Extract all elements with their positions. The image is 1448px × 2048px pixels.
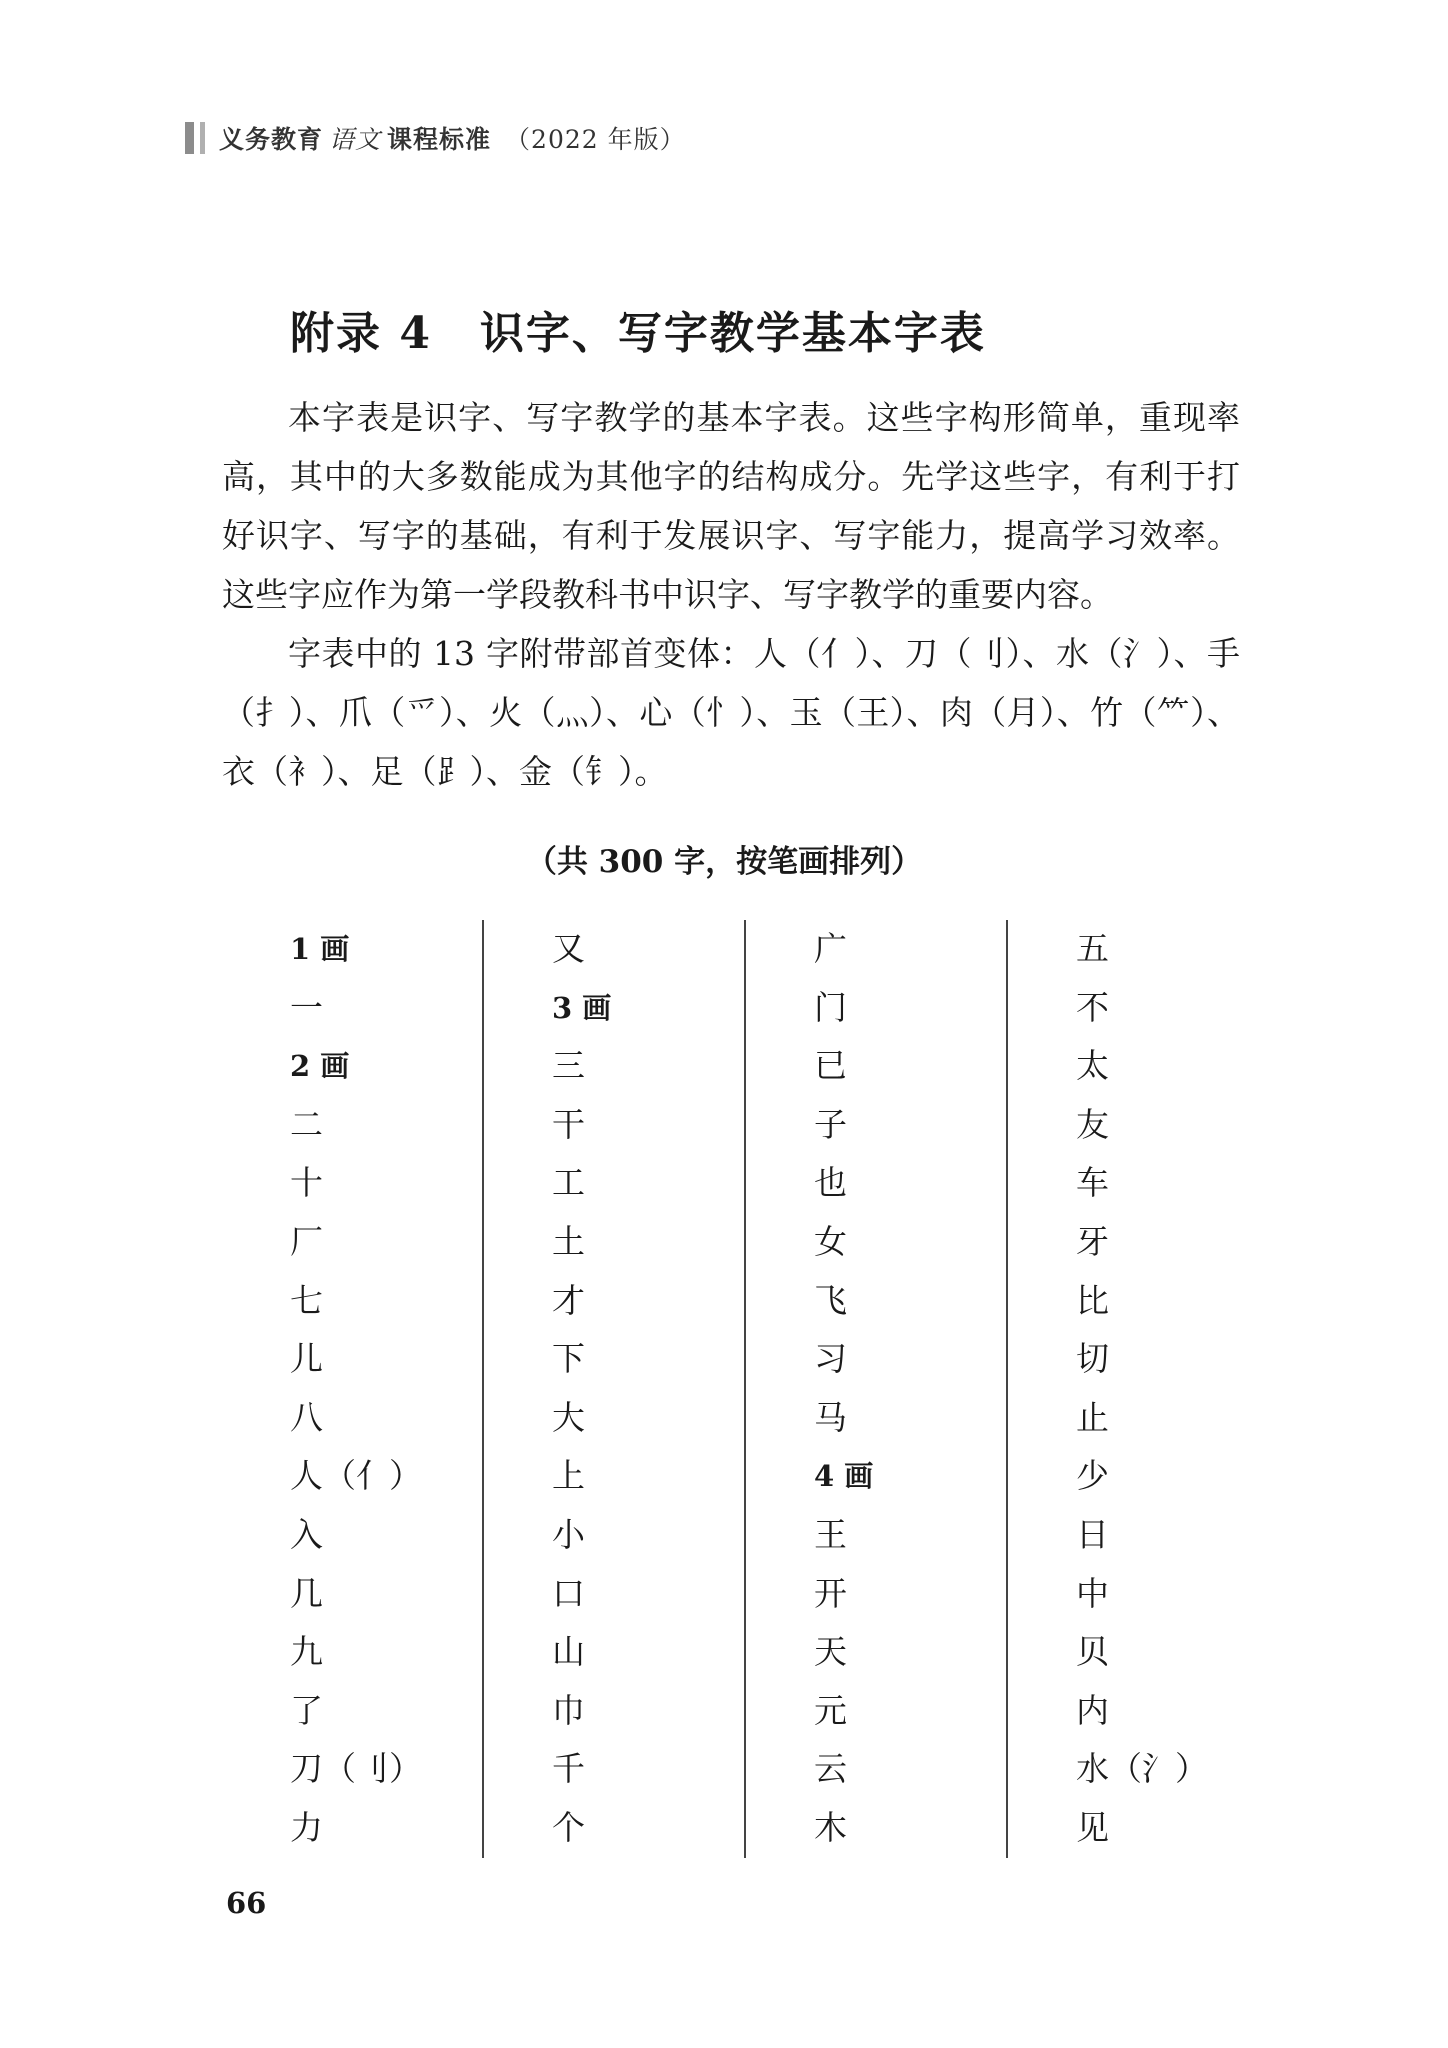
character-cell: 开 — [814, 1573, 847, 1613]
character-cell: 儿 — [290, 1339, 323, 1379]
character-cell: 九 — [290, 1632, 323, 1672]
character-cell: 一 — [290, 987, 323, 1027]
character-cell: 木 — [814, 1807, 847, 1847]
character-cell: 几 — [290, 1573, 323, 1613]
header-subject: 语文 — [329, 125, 382, 154]
character-cell: 切 — [1076, 1339, 1109, 1379]
character-cell: 五 — [1076, 929, 1109, 968]
appendix-title — [290, 297, 986, 361]
character-cell: 不 — [1076, 987, 1109, 1027]
appendix-title-text: 识字、写字教学基本字表 — [479, 308, 986, 360]
appendix-number: 附录 4 — [290, 308, 432, 360]
intro-paragraph: 本字表是识字、写字教学的基本字表。这些字构形简单，重现率高，其中的大多数能成为其他字的结构成分。先学这些字，有利于打好识字、写字的基础，有利于发展识字、写字能力，提高学习效率。这些字应作为第一学段教科书中识字、写字教学的重要内容。 — [222, 398, 1240, 614]
character-cell: 日 — [1076, 1514, 1109, 1554]
character-cell: 才 — [552, 1280, 585, 1320]
character-cell: 元 — [814, 1690, 847, 1730]
character-cell: 人（亻） — [290, 1456, 422, 1496]
stroke-count-heading: 2 画 — [290, 1049, 350, 1084]
character-cell: 止 — [1076, 1397, 1109, 1437]
character-cell: 中 — [1076, 1573, 1109, 1613]
character-cell: 口 — [552, 1573, 585, 1613]
page-number: 66 — [226, 1886, 267, 1920]
character-cell: 个 — [552, 1807, 585, 1847]
intro-paragraph: 字表中的 13 字附带部首变体：人（亻）、刀（刂）、水（氵）、手（扌）、爪（爫）、火（灬）、心（忄）、玉（王）、肉（月）、竹（⺮）、衣（衤）、足（⻊）、金（钅）。 — [222, 634, 1240, 791]
character-cell: 子 — [814, 1104, 847, 1144]
character-cell: 七 — [290, 1280, 323, 1320]
character-cell: 小 — [552, 1514, 585, 1554]
character-cell: 十 — [290, 1163, 323, 1203]
character-cell: 牙 — [1076, 1221, 1109, 1261]
table-column — [1008, 920, 1270, 1858]
intro-text — [222, 388, 1240, 801]
stroke-count-heading: 4 画 — [814, 1459, 874, 1494]
character-cell: 王 — [814, 1514, 847, 1554]
character-cell: 刀（刂） — [290, 1749, 422, 1789]
character-cell: 飞 — [814, 1280, 847, 1320]
character-cell: 上 — [552, 1456, 585, 1496]
character-cell: 太 — [1076, 1046, 1109, 1086]
table-column — [746, 920, 1008, 1858]
character-cell: 云 — [814, 1749, 847, 1789]
character-cell: 少 — [1076, 1456, 1109, 1496]
character-cell: 干 — [552, 1104, 585, 1144]
running-header — [185, 118, 686, 158]
character-cell: 千 — [552, 1749, 585, 1789]
character-cell: 也 — [814, 1163, 847, 1203]
table-column — [222, 920, 484, 1858]
character-cell: 大 — [552, 1397, 585, 1437]
character-table — [222, 920, 1270, 1858]
character-cell: 巾 — [552, 1690, 585, 1730]
character-cell: 三 — [552, 1046, 585, 1086]
character-cell: 比 — [1076, 1280, 1109, 1320]
header-book-name: 义务教育 — [219, 125, 324, 154]
character-cell: 下 — [552, 1339, 585, 1379]
character-cell: 广 — [814, 929, 847, 968]
header-bar-icon — [185, 122, 205, 154]
stroke-count-heading: 1 画 — [290, 932, 350, 966]
character-cell: 入 — [290, 1514, 323, 1554]
character-cell: 天 — [814, 1632, 847, 1672]
table-column — [484, 920, 746, 1858]
character-cell: 习 — [814, 1339, 847, 1379]
character-cell: 内 — [1076, 1690, 1109, 1730]
character-cell: 厂 — [290, 1221, 323, 1261]
character-cell: 山 — [552, 1632, 585, 1672]
stroke-count-heading: 3 画 — [552, 990, 612, 1025]
character-cell: 门 — [814, 987, 847, 1027]
character-cell: 工 — [552, 1163, 585, 1203]
character-cell: 贝 — [1076, 1632, 1109, 1672]
header-edition: （2022 年版） — [505, 125, 686, 154]
character-cell: 力 — [290, 1807, 323, 1847]
header-standard: 课程标准 — [387, 125, 492, 154]
character-cell: 友 — [1076, 1104, 1109, 1144]
table-caption: （共 300 字，按笔画排列） — [525, 844, 923, 880]
character-cell: 车 — [1076, 1163, 1109, 1203]
character-cell: 女 — [814, 1221, 847, 1261]
character-cell: 见 — [1076, 1807, 1109, 1847]
character-cell: 水（氵） — [1076, 1749, 1208, 1789]
character-cell: 了 — [290, 1690, 323, 1730]
character-cell: 土 — [552, 1221, 585, 1261]
character-cell: 二 — [290, 1104, 323, 1144]
character-cell: 已 — [814, 1046, 847, 1086]
character-cell: 又 — [552, 929, 585, 968]
character-cell: 马 — [814, 1397, 847, 1437]
character-cell: 八 — [290, 1397, 323, 1437]
header-title — [219, 120, 686, 156]
